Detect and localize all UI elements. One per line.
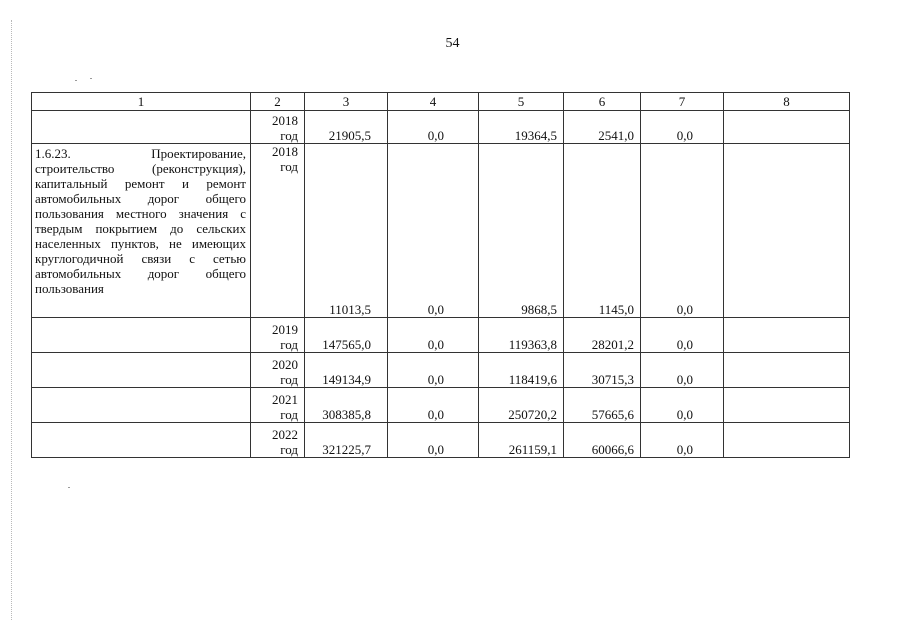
cell-value [724, 318, 850, 353]
table-row [32, 318, 850, 353]
scan-speck [90, 78, 92, 79]
row-description [32, 111, 251, 144]
cell-value: 0,0 [641, 388, 724, 423]
cell-value: 0,0 [641, 318, 724, 353]
row-year: 2020 год [251, 353, 305, 388]
column-header: 8 [724, 93, 850, 111]
cell-value: 308385,8 [305, 388, 388, 423]
row-year: 2022 год [251, 423, 305, 458]
cell-value: 321225,7 [305, 423, 388, 458]
cell-value: 0,0 [641, 423, 724, 458]
row-description [32, 353, 251, 388]
cell-value: 0,0 [388, 388, 479, 423]
cell-value [724, 353, 850, 388]
table-header-row [32, 93, 850, 111]
cell-value [724, 144, 850, 318]
row-description [32, 318, 251, 353]
row-year: 2018 год [251, 111, 305, 144]
cell-value: 119363,8 [479, 318, 564, 353]
cell-value: 2541,0 [564, 111, 641, 144]
cell-value: 0,0 [388, 318, 479, 353]
row-year: 2018 год [251, 144, 305, 318]
column-header: 4 [388, 93, 479, 111]
cell-value: 147565,0 [305, 318, 388, 353]
cell-value: 0,0 [388, 111, 479, 144]
row-year: 2019 год [251, 318, 305, 353]
column-header: 6 [564, 93, 641, 111]
table-row [32, 388, 850, 423]
row-description: 1.6.23. Проектирование, строительство (реконструкция), капитальный ремонт и ремонт автомобильных дорог общего пользования местного значения с твердым покрытием до сельских населенных пунктов, не имеющих круглогодичной связи с сетью автомобильных дорог общего пользования [32, 144, 251, 318]
cell-value [724, 423, 850, 458]
table-row [32, 423, 850, 458]
cell-value: 0,0 [388, 353, 479, 388]
scan-speck [75, 80, 77, 81]
cell-value: 0,0 [641, 144, 724, 318]
cell-value: 60066,6 [564, 423, 641, 458]
cell-value: 11013,5 [305, 144, 388, 318]
page-number: 54 [445, 36, 460, 51]
column-header: 1 [32, 93, 251, 111]
table-row [32, 144, 850, 318]
row-year: 2021 год [251, 388, 305, 423]
cell-value: 250720,2 [479, 388, 564, 423]
column-header: 7 [641, 93, 724, 111]
cell-value: 19364,5 [479, 111, 564, 144]
cell-value: 28201,2 [564, 318, 641, 353]
cell-value: 1145,0 [564, 144, 641, 318]
cell-value: 9868,5 [479, 144, 564, 318]
cell-value: 21905,5 [305, 111, 388, 144]
cell-value: 0,0 [641, 111, 724, 144]
table-row [32, 353, 850, 388]
scan-speck [68, 487, 70, 488]
cell-value: 57665,6 [564, 388, 641, 423]
cell-value: 0,0 [641, 353, 724, 388]
cell-value [724, 388, 850, 423]
cell-value: 0,0 [388, 423, 479, 458]
binding-edge-marks [11, 20, 14, 620]
cell-value: 261159,1 [479, 423, 564, 458]
column-header: 5 [479, 93, 564, 111]
cell-value: 149134,9 [305, 353, 388, 388]
cell-value [724, 111, 850, 144]
column-header: 2 [251, 93, 305, 111]
row-description [32, 388, 251, 423]
row-description [32, 423, 251, 458]
cell-value: 118419,6 [479, 353, 564, 388]
budget-table [31, 92, 850, 458]
cell-value: 30715,3 [564, 353, 641, 388]
cell-value: 0,0 [388, 144, 479, 318]
table-row [32, 111, 850, 144]
column-header: 3 [305, 93, 388, 111]
